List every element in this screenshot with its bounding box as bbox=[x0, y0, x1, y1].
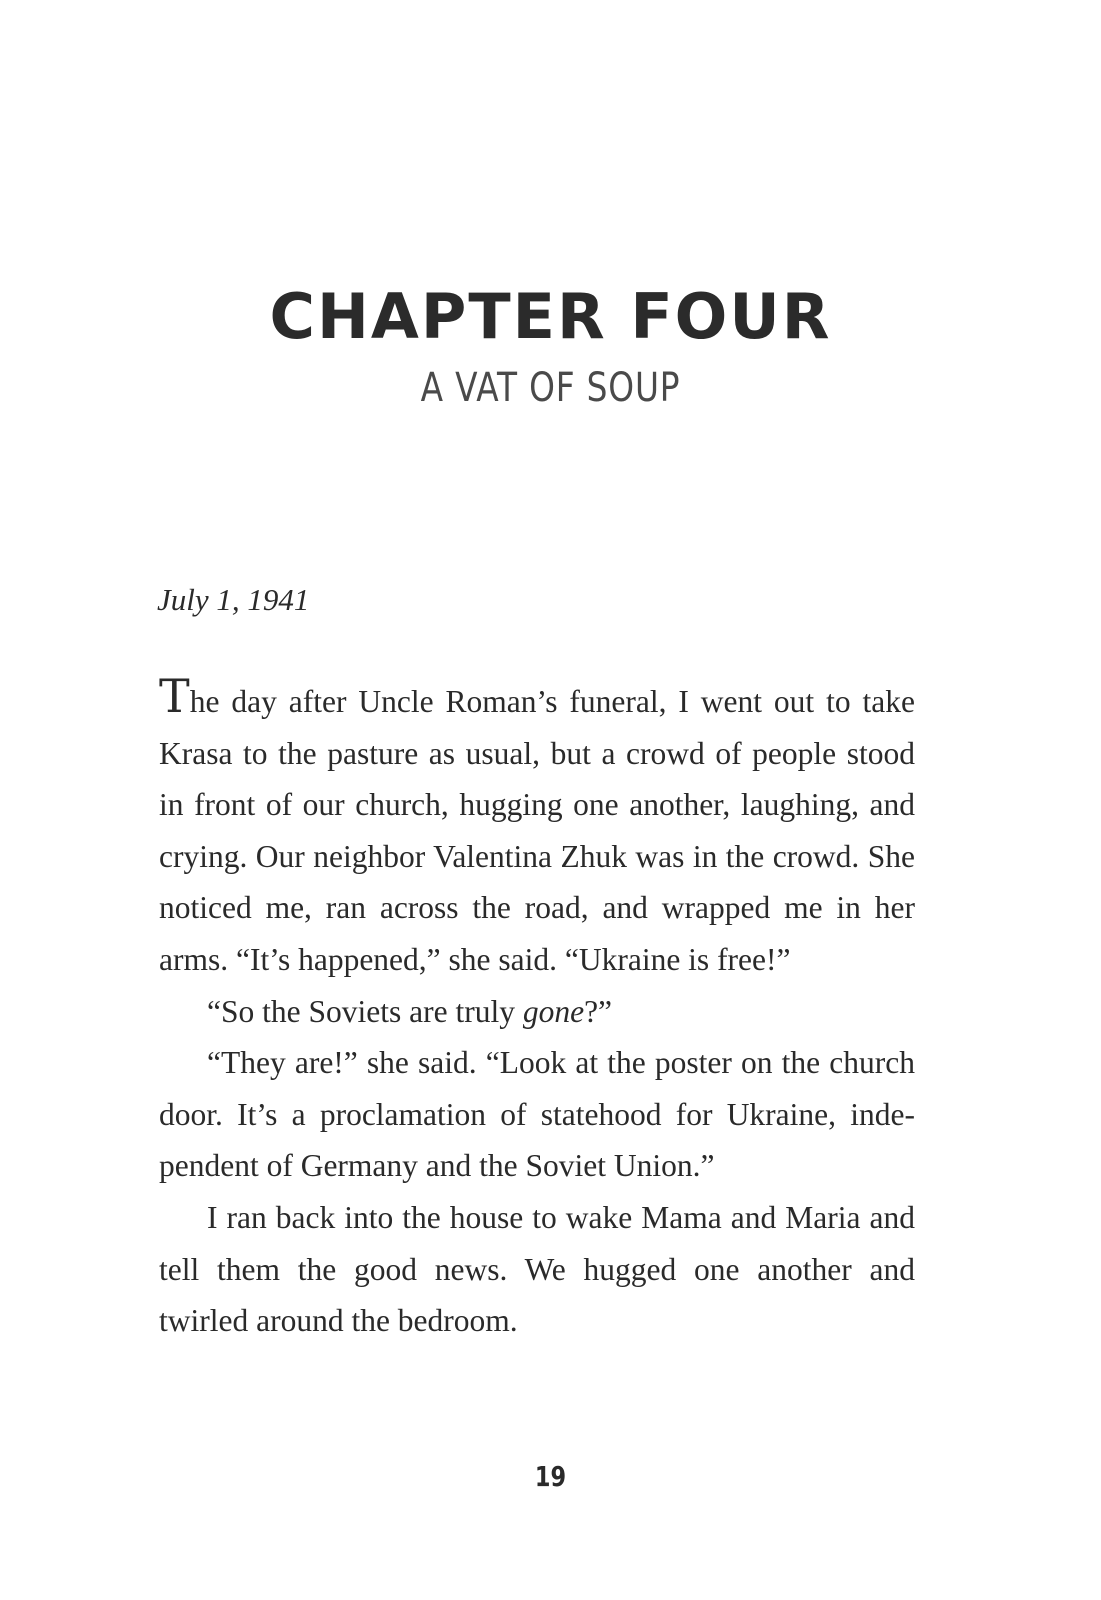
drop-cap: T bbox=[159, 669, 190, 723]
paragraph-4: I ran back into the house to wake Mama and Maria and tell them the good news. We hugged one another and twirled around the bedroom. bbox=[159, 1199, 915, 1339]
paragraph-1-text: he day after Uncle Roman’s funeral, I went out to take Krasa to the pasture as usual, but a crowd of people stood in front of our church, hugging one another, laughing, and crying. Our neighbor Valentina Zhuk was in the crowd. She noticed me, ran across the road, and wrapped me in her arms. “It’s happened,” she said. “Ukraine is free!” bbox=[159, 684, 915, 977]
dateline: July 1, 1941 bbox=[157, 582, 310, 617]
chapter-subtitle: A VAT OF SOUP bbox=[420, 365, 681, 411]
paragraph-2-emphasis: gone bbox=[522, 993, 585, 1029]
chapter-title: CHAPTER FOUR bbox=[269, 280, 832, 353]
paragraph-2-text-before: “So the Soviets are truly bbox=[207, 993, 523, 1029]
page-number: 19 bbox=[534, 1460, 567, 1493]
paragraph-1 bbox=[159, 669, 915, 986]
paragraph-2 bbox=[159, 986, 915, 1038]
paragraph-2-text-after: ?” bbox=[584, 993, 613, 1029]
paragraph-3: “They are!” she said. “Look at the poster on the church door. It’s a proclamation of statehood for Ukraine, independent of Germany and the Soviet Union.” bbox=[159, 1045, 915, 1184]
body-text bbox=[159, 669, 915, 1347]
